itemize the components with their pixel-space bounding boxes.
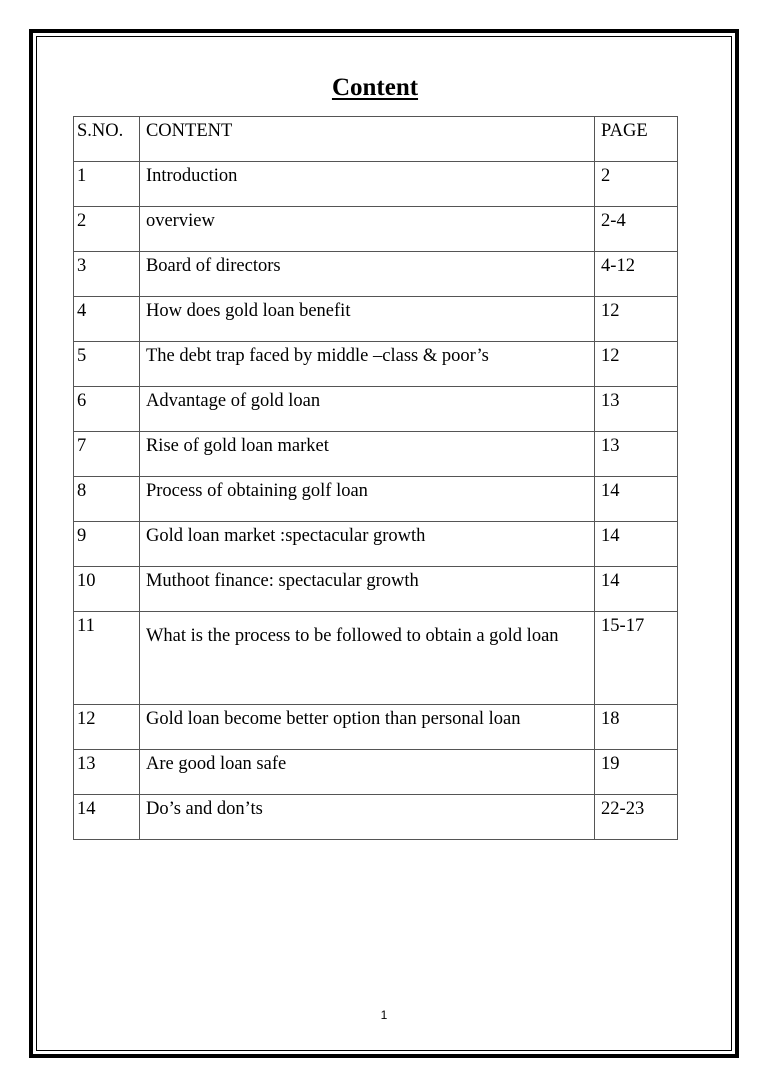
table-row: [74, 207, 678, 252]
row-sno: 1: [74, 162, 140, 207]
table-row: [74, 387, 678, 432]
table-row: [74, 795, 678, 840]
row-content: Gold loan become better option than personal loan: [139, 705, 594, 750]
table-row: [74, 297, 678, 342]
row-page: 13: [595, 432, 678, 477]
table-row: [74, 705, 678, 750]
table-row: [74, 567, 678, 612]
row-sno: 11: [74, 612, 140, 705]
row-page: 14: [595, 522, 678, 567]
table-row: [74, 477, 678, 522]
row-sno: 10: [74, 567, 140, 612]
page-title: Content: [331, 74, 419, 101]
table-row: [74, 342, 678, 387]
row-page: 18: [595, 705, 678, 750]
table-row: [74, 750, 678, 795]
row-sno: 7: [74, 432, 140, 477]
row-page: 2: [595, 162, 678, 207]
row-content: overview: [139, 207, 594, 252]
row-page: 15-17: [595, 612, 678, 705]
row-page: 12: [595, 297, 678, 342]
row-sno: 6: [74, 387, 140, 432]
table-row: [74, 522, 678, 567]
table-header-row: [74, 117, 678, 162]
row-sno: 13: [74, 750, 140, 795]
table-row: [74, 162, 678, 207]
row-content: Introduction: [139, 162, 594, 207]
table-row: [74, 612, 678, 705]
row-content: Are good loan safe: [139, 750, 594, 795]
header-content: CONTENT: [139, 117, 594, 162]
row-content: Muthoot finance: spectacular growth: [139, 567, 594, 612]
table-row: [74, 432, 678, 477]
table-row: [74, 252, 678, 297]
row-sno: 2: [74, 207, 140, 252]
row-content: The debt trap faced by middle –class & poor’s: [139, 342, 594, 387]
row-content: Advantage of gold loan: [139, 387, 594, 432]
row-page: 12: [595, 342, 678, 387]
row-sno: 5: [74, 342, 140, 387]
contents-table: [73, 116, 678, 840]
row-page: 13: [595, 387, 678, 432]
row-content: How does gold loan benefit: [139, 297, 594, 342]
row-content: Do’s and don’ts: [139, 795, 594, 840]
row-content: Rise of gold loan market: [139, 432, 594, 477]
row-sno: 12: [74, 705, 140, 750]
row-content: Process of obtaining golf loan: [139, 477, 594, 522]
row-page: 22-23: [595, 795, 678, 840]
row-sno: 8: [74, 477, 140, 522]
row-page: 19: [595, 750, 678, 795]
header-sno: S.NO.: [74, 117, 140, 162]
row-content: Gold loan market :spectacular growth: [139, 522, 594, 567]
row-page: 2-4: [595, 207, 678, 252]
row-page: 4-12: [595, 252, 678, 297]
row-content: What is the process to be followed to obtain a gold loan: [139, 612, 594, 705]
row-page: 14: [595, 477, 678, 522]
row-sno: 14: [74, 795, 140, 840]
header-page: PAGE: [595, 117, 678, 162]
row-content: Board of directors: [139, 252, 594, 297]
row-sno: 9: [74, 522, 140, 567]
row-page: 14: [595, 567, 678, 612]
row-sno: 4: [74, 297, 140, 342]
row-sno: 3: [74, 252, 140, 297]
page-number: 1: [380, 1008, 388, 1022]
